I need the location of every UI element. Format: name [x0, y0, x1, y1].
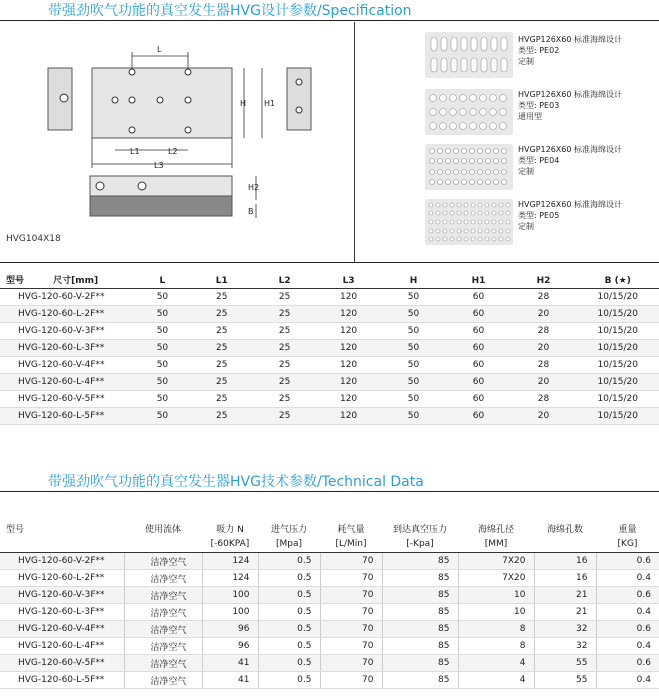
- spec-value-cell: 20: [510, 374, 576, 391]
- port-icon: [60, 94, 68, 102]
- tech-value-cell: 0.5: [258, 570, 320, 587]
- spec-table-row: [0, 340, 659, 357]
- tech-value-cell: 70: [320, 553, 382, 570]
- tech-value-cell: 32: [534, 621, 596, 638]
- spec-model-cell: HVG-120-60-V-2F**: [0, 289, 134, 306]
- tech-col-fluid: 使用流体: [144, 524, 181, 535]
- spec-table-row: [0, 357, 659, 374]
- spec-value-cell: 25: [253, 391, 317, 408]
- tech-value-cell: 85: [382, 655, 458, 672]
- hole-icon: [157, 97, 163, 103]
- title-rule: [0, 20, 659, 21]
- tech-model-cell: HVG-120-60-V-3F**: [0, 587, 124, 604]
- tech-unit-row: [0, 536, 659, 553]
- spec-value-cell: 20: [510, 306, 576, 323]
- dim-label-l2: L2: [168, 147, 178, 156]
- tech-col-hole-count: 海绵孔数: [546, 524, 583, 535]
- tech-value-cell: 8: [458, 638, 534, 655]
- dim-label-l: L: [157, 45, 162, 54]
- tech-value-cell: 85: [382, 604, 458, 621]
- tech-value-cell: 85: [382, 638, 458, 655]
- hole-icon: [129, 69, 135, 75]
- spec-model-cell: HVG-120-60-L-2F**: [0, 306, 134, 323]
- spec-value-cell: 120: [317, 289, 381, 306]
- pad-name: HVGP126X60 标准海绵设计: [518, 90, 622, 99]
- pad-note: 通用型: [518, 112, 542, 121]
- spec-value-cell: 10/15/20: [576, 357, 659, 374]
- spec-table-row: [0, 306, 659, 323]
- spec-value-cell: 120: [317, 374, 381, 391]
- spec-value-cell: 60: [447, 289, 511, 306]
- drawing-bottom-rule: [0, 262, 659, 263]
- tech-value-cell: 洁净空气: [124, 587, 202, 604]
- tech-value-cell: 21: [534, 604, 596, 621]
- tech-table-row: [0, 604, 659, 621]
- dim-label-h1: H1: [264, 99, 276, 108]
- tech-value-cell: 洁净空气: [124, 672, 202, 689]
- tech-table: [0, 520, 659, 689]
- front-view: [92, 68, 232, 138]
- tech-col-suction: 吸力 N: [216, 524, 244, 535]
- spec-model-cell: HVG-120-60-L-5F**: [0, 408, 134, 425]
- pad-type: 类型: PE02: [518, 46, 560, 55]
- spec-value-cell: 25: [253, 340, 317, 357]
- tech-value-cell: 124: [202, 553, 258, 570]
- dim-label-b: B: [248, 207, 254, 216]
- tech-value-cell: 洁净空气: [124, 604, 202, 621]
- tech-value-cell: 7X20: [458, 570, 534, 587]
- tech-value-cell: 0.5: [258, 587, 320, 604]
- spec-value-cell: 120: [317, 357, 381, 374]
- spec-value-cell: 20: [510, 340, 576, 357]
- dimension-drawing: [0, 24, 350, 254]
- spec-value-cell: 120: [317, 391, 381, 408]
- spec-value-cell: 60: [447, 391, 511, 408]
- spec-value-cell: 60: [447, 340, 511, 357]
- pad-note: 定制: [518, 167, 534, 176]
- spec-value-cell: 28: [510, 323, 576, 340]
- spec-model-cell: HVG-120-60-V-3F**: [0, 323, 134, 340]
- bottom-view-body: [90, 176, 232, 196]
- tech-value-cell: 4: [458, 655, 534, 672]
- spec-col-b: B (★): [576, 266, 659, 289]
- tech-value-cell: 0.5: [258, 604, 320, 621]
- spec-value-cell: 60: [447, 408, 511, 425]
- pad-type: 类型: PE05: [518, 211, 560, 220]
- spec-value-cell: 120: [317, 306, 381, 323]
- tech-value-cell: 洁净空气: [124, 638, 202, 655]
- spec-table: [0, 266, 659, 425]
- tech-value-cell: 70: [320, 655, 382, 672]
- tech-value-cell: 55: [534, 655, 596, 672]
- tech-table-row: [0, 553, 659, 570]
- spec-value-cell: 25: [191, 323, 253, 340]
- tech-value-cell: 32: [534, 638, 596, 655]
- tech-col-hole-size: 海绵孔径: [477, 524, 514, 535]
- dim-label-l3: L3: [154, 161, 164, 170]
- spec-table-row: [0, 323, 659, 340]
- spec-col-l1: L1: [191, 266, 253, 289]
- spec-header-row: [0, 266, 659, 289]
- tech-value-cell: 124: [202, 570, 258, 587]
- spec-model-cell: HVG-120-60-V-4F**: [0, 357, 134, 374]
- tech-value-cell: 16: [534, 553, 596, 570]
- spec-value-cell: 120: [317, 408, 381, 425]
- pad-pe04-image: [425, 144, 513, 190]
- spec-value-cell: 25: [253, 289, 317, 306]
- spec-value-cell: 50: [134, 391, 191, 408]
- tech-unit: [-60KPA]: [202, 536, 258, 553]
- tech-value-cell: 85: [382, 570, 458, 587]
- tech-value-cell: 0.4: [596, 672, 659, 689]
- spec-section-title: 带强劲吹气功能的真空发生器HVG设计参数/Specification: [48, 3, 412, 19]
- spec-value-cell: 28: [510, 289, 576, 306]
- tech-value-cell: 0.5: [258, 655, 320, 672]
- tech-value-cell: 0.4: [596, 604, 659, 621]
- spec-value-cell: 60: [447, 374, 511, 391]
- spec-value-cell: 50: [381, 340, 447, 357]
- side-view-right: [287, 68, 311, 130]
- spec-value-cell: 50: [134, 408, 191, 425]
- spec-model-cell: HVG-120-60-V-5F**: [0, 391, 134, 408]
- tech-unit: [MM]: [458, 536, 534, 553]
- spec-value-cell: 50: [134, 323, 191, 340]
- pad-note: 定制: [518, 57, 534, 66]
- tech-unit: [534, 536, 596, 553]
- pad-pe02-image: [425, 32, 513, 78]
- spec-value-cell: 50: [134, 289, 191, 306]
- tech-value-cell: 16: [534, 570, 596, 587]
- spec-value-cell: 25: [253, 306, 317, 323]
- tech-header-row: [0, 520, 659, 536]
- tech-table-row: [0, 570, 659, 587]
- spec-col-l2: L2: [253, 266, 317, 289]
- tech-value-cell: 洁净空气: [124, 570, 202, 587]
- pad-note: 定制: [518, 222, 534, 231]
- spec-value-cell: 25: [191, 306, 253, 323]
- tech-col-weight: 重量: [618, 524, 637, 535]
- section-divider: [354, 22, 355, 262]
- spec-table-row: [0, 289, 659, 306]
- tech-value-cell: 100: [202, 587, 258, 604]
- tech-value-cell: 7X20: [458, 553, 534, 570]
- spec-model-cell: HVG-120-60-L-3F**: [0, 340, 134, 357]
- tech-model-cell: HVG-120-60-V-5F**: [0, 655, 124, 672]
- spec-value-cell: 25: [191, 289, 253, 306]
- spec-value-cell: 50: [381, 306, 447, 323]
- hole-icon: [185, 127, 191, 133]
- tech-model-cell: HVG-120-60-V-2F**: [0, 553, 124, 570]
- pad-type: 类型: PE03: [518, 101, 560, 110]
- hole-icon: [185, 97, 191, 103]
- tech-value-cell: 0.6: [596, 553, 659, 570]
- pad-info-pe03: [518, 89, 622, 122]
- spec-value-cell: 25: [253, 357, 317, 374]
- spec-value-cell: 25: [191, 374, 253, 391]
- tech-value-cell: 0.5: [258, 672, 320, 689]
- spec-value-cell: 25: [253, 408, 317, 425]
- pad-info-pe05: [518, 199, 622, 232]
- tech-value-cell: 洁净空气: [124, 655, 202, 672]
- tech-value-cell: 8: [458, 621, 534, 638]
- spec-value-cell: 50: [381, 374, 447, 391]
- tech-unit: [124, 536, 202, 553]
- tech-value-cell: 洁净空气: [124, 553, 202, 570]
- spec-value-cell: 10/15/20: [576, 323, 659, 340]
- tech-value-cell: 0.4: [596, 570, 659, 587]
- tech-value-cell: 96: [202, 638, 258, 655]
- tech-model-cell: HVG-120-60-L-5F**: [0, 672, 124, 689]
- tech-model-cell: HVG-120-60-L-3F**: [0, 604, 124, 621]
- spec-value-cell: 10/15/20: [576, 289, 659, 306]
- tech-unit: [-Kpa]: [382, 536, 458, 553]
- tech-unit: [KG]: [596, 536, 659, 553]
- spec-value-cell: 50: [134, 374, 191, 391]
- tech-section-title: 带强劲吹气功能的真空发生器HVG技术参数/Technical Data: [48, 474, 424, 490]
- tech-value-cell: 0.6: [596, 587, 659, 604]
- pad-info-pe02: [518, 34, 622, 67]
- spec-value-cell: 10/15/20: [576, 391, 659, 408]
- tech-col-model: 型号: [6, 524, 25, 535]
- tech-value-cell: 70: [320, 570, 382, 587]
- spec-col-h2: H2: [510, 266, 576, 289]
- spec-col-l: L: [134, 266, 191, 289]
- tech-value-cell: 0.5: [258, 621, 320, 638]
- tech-unit: [0, 536, 124, 553]
- spec-value-cell: 25: [253, 374, 317, 391]
- spec-value-cell: 60: [447, 323, 511, 340]
- hole-icon: [129, 127, 135, 133]
- tech-table-row: [0, 587, 659, 604]
- tech-value-cell: 41: [202, 655, 258, 672]
- tech-value-cell: 96: [202, 621, 258, 638]
- tech-unit: [Mpa]: [258, 536, 320, 553]
- spec-value-cell: 25: [191, 340, 253, 357]
- tech-value-cell: 70: [320, 638, 382, 655]
- tech-value-cell: 70: [320, 672, 382, 689]
- spec-value-cell: 25: [191, 357, 253, 374]
- dim-label-l1: L1: [130, 147, 140, 156]
- spec-value-cell: 10/15/20: [576, 374, 659, 391]
- tech-unit: [L/Min]: [320, 536, 382, 553]
- pad-type: 类型: PE04: [518, 156, 560, 165]
- tech-value-cell: 0.6: [596, 655, 659, 672]
- tech-value-cell: 85: [382, 553, 458, 570]
- tech-value-cell: 70: [320, 621, 382, 638]
- spec-col-h1: H1: [447, 266, 511, 289]
- spec-value-cell: 28: [510, 357, 576, 374]
- hole-icon: [129, 97, 135, 103]
- spec-value-cell: 50: [134, 306, 191, 323]
- spec-value-cell: 25: [191, 408, 253, 425]
- spec-value-cell: 20: [510, 408, 576, 425]
- spec-value-cell: 10/15/20: [576, 408, 659, 425]
- tech-value-cell: 10: [458, 587, 534, 604]
- spec-value-cell: 50: [381, 357, 447, 374]
- spec-table-row: [0, 408, 659, 425]
- tech-col-pressure: 进气压力: [270, 524, 307, 535]
- tech-value-cell: 4: [458, 672, 534, 689]
- spec-value-cell: 50: [381, 323, 447, 340]
- spec-col-h: H: [381, 266, 447, 289]
- tech-value-cell: 100: [202, 604, 258, 621]
- spec-value-cell: 10/15/20: [576, 340, 659, 357]
- tech-value-cell: 0.6: [596, 621, 659, 638]
- tech-value-cell: 70: [320, 587, 382, 604]
- pad-pe05-image: [425, 199, 513, 245]
- tech-table-row: [0, 621, 659, 638]
- hole-icon: [185, 69, 191, 75]
- spec-header-model-label: 型号: [6, 276, 25, 286]
- tech-col-air: 耗气量: [337, 524, 365, 535]
- tech-value-cell: 70: [320, 604, 382, 621]
- spec-value-cell: 50: [134, 340, 191, 357]
- spec-value-cell: 25: [253, 323, 317, 340]
- spec-value-cell: 60: [447, 357, 511, 374]
- tech-title-rule: [0, 491, 659, 492]
- bottom-view-sponge: [90, 196, 232, 216]
- tech-table-row: [0, 672, 659, 689]
- spec-value-cell: 25: [191, 391, 253, 408]
- tech-model-cell: HVG-120-60-V-4F**: [0, 621, 124, 638]
- tech-value-cell: 0.4: [596, 638, 659, 655]
- spec-value-cell: 120: [317, 323, 381, 340]
- tech-value-cell: 0.5: [258, 553, 320, 570]
- pad-name: HVGP126X60 标准海绵设计: [518, 200, 622, 209]
- tech-value-cell: 10: [458, 604, 534, 621]
- spec-value-cell: 60: [447, 306, 511, 323]
- tech-value-cell: 85: [382, 587, 458, 604]
- tech-table-row: [0, 655, 659, 672]
- spec-value-cell: 50: [381, 391, 447, 408]
- tech-value-cell: 85: [382, 621, 458, 638]
- tech-table-row: [0, 638, 659, 655]
- tech-value-cell: 0.5: [258, 638, 320, 655]
- spec-value-cell: 10/15/20: [576, 306, 659, 323]
- pad-name: HVGP126X60 标准海绵设计: [518, 145, 622, 154]
- tech-value-cell: 21: [534, 587, 596, 604]
- tech-col-vacuum: 到达真空压力: [392, 524, 447, 535]
- spec-header-unit: 尺寸[mm]: [53, 276, 99, 286]
- tech-model-cell: HVG-120-60-L-4F**: [0, 638, 124, 655]
- tech-value-cell: 55: [534, 672, 596, 689]
- model-caption: HVG104X18: [6, 234, 61, 244]
- spec-value-cell: 120: [317, 340, 381, 357]
- hole-icon: [112, 97, 118, 103]
- pad-name: HVGP126X60 标准海绵设计: [518, 35, 622, 44]
- spec-value-cell: 28: [510, 391, 576, 408]
- spec-table-row: [0, 391, 659, 408]
- spec-model-cell: HVG-120-60-L-4F**: [0, 374, 134, 391]
- tech-value-cell: 41: [202, 672, 258, 689]
- tech-value-cell: 洁净空气: [124, 621, 202, 638]
- tech-model-cell: HVG-120-60-L-2F**: [0, 570, 124, 587]
- pad-pe03-image: [425, 89, 513, 135]
- spec-table-row: [0, 374, 659, 391]
- tech-value-cell: 85: [382, 672, 458, 689]
- dim-label-h2: H2: [248, 183, 260, 192]
- spec-col-l3: L3: [317, 266, 381, 289]
- dim-label-h: H: [240, 99, 247, 108]
- spec-value-cell: 50: [134, 357, 191, 374]
- spec-value-cell: 50: [381, 289, 447, 306]
- pad-info-pe04: [518, 144, 622, 177]
- spec-header-model: [0, 266, 134, 289]
- spec-value-cell: 50: [381, 408, 447, 425]
